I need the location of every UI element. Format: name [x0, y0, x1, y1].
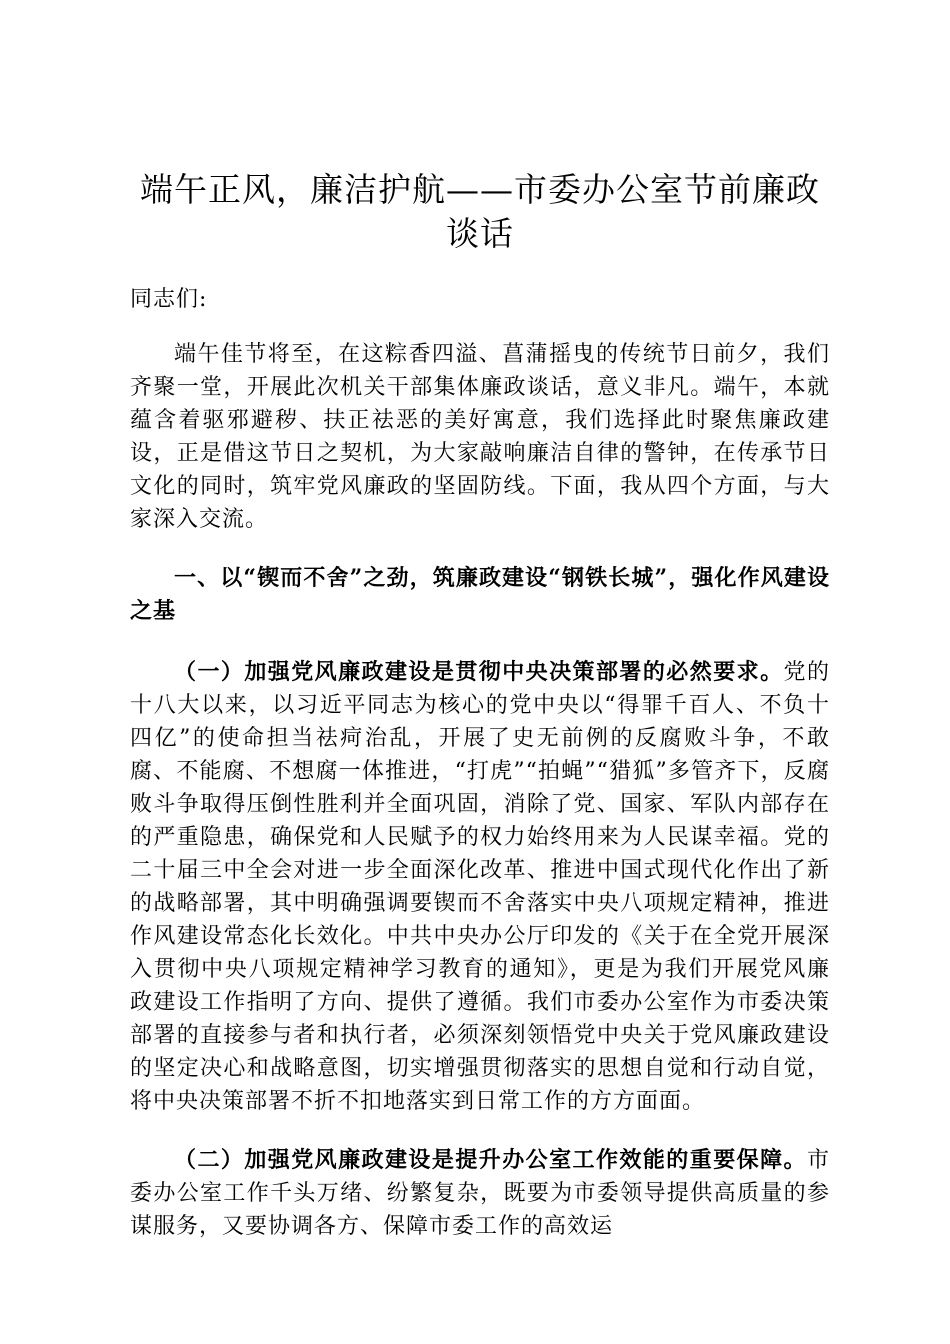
- intro-paragraph: 端午佳节将至，在这粽香四溢、菖蒲摇曳的传统节日前夕，我们齐聚一堂，开展此次机关干部集体廉政谈话，意义非凡。端午，本就蕴含着驱邪避秽、扶正祛恶的美好寓意，我们选择此时聚焦廉政建设，正是借这节日之契机，为大家敲响廉洁自律的警钟，在传承节日文化的同时，筑牢党风廉政的坚固防线。下面，我从四个方面，与大家深入交流。: [130, 342, 830, 532]
- document-title: 端午正风，廉洁护航——市委办公室节前廉政谈话: [140, 170, 820, 253]
- salutation: 同志们:: [130, 287, 208, 312]
- subsection-1-lead: （一）加强党风廉政建设是贯彻中央决策部署的必然要求。: [174, 659, 784, 685]
- document-page: [130, 168, 830, 1243]
- section-heading-1: 一、以“锲而不舍”之劲，筑廉政建设“钢铁长城”，强化作风建设之基: [130, 565, 830, 624]
- subsection-2-lead: （二）加强党风廉政建设是提升办公室工作效能的重要保障。: [174, 1147, 807, 1173]
- subsection-2-paragraph: [130, 1144, 830, 1243]
- subsection-1-paragraph: [130, 656, 830, 1118]
- subsection-1-body: 党的十八大以来，以习近平同志为核心的党中央以“得罪千百人、不负十四亿”的使命担当祛疴治乱，开展了史无前例的反腐败斗争，不敢腐、不能腐、不想腐一体推进，“打虎”“拍蝇”“猎狐”多管齐下，反腐败斗争取得压倒性胜利并全面巩固，消除了党、国家、军队内部存在的严重隐患，确保党和人民赋予的权力始终用来为人民谋幸福。党的二十届三中全会对进一步全面深化改革、推进中国式现代化作出了新的战略部署，其中明确强调要锲而不舍落实中央八项规定精神，推进作风建设常态化长效化。中共中央办公厅印发的《关于在全党开展深入贯彻中央八项规定精神学习教育的通知》，更是为我们开展党风廉政建设工作指明了方向、提供了遵循。我们市委办公室作为市委决策部署的直接参与者和执行者，必须深刻领悟党中央关于党风廉政建设的坚定决心和战略意图，切实增强贯彻落实的思想自觉和行动自觉，将中央决策部署不折不扣地落实到日常工作的方方面面。: [130, 660, 830, 1114]
- subsection-2-body: 市委办公室工作千头万绪、纷繁复杂，既要为市委领导提供高质量的参谋服务，又要协调各方、保障市委工作的高效运: [130, 1148, 830, 1239]
